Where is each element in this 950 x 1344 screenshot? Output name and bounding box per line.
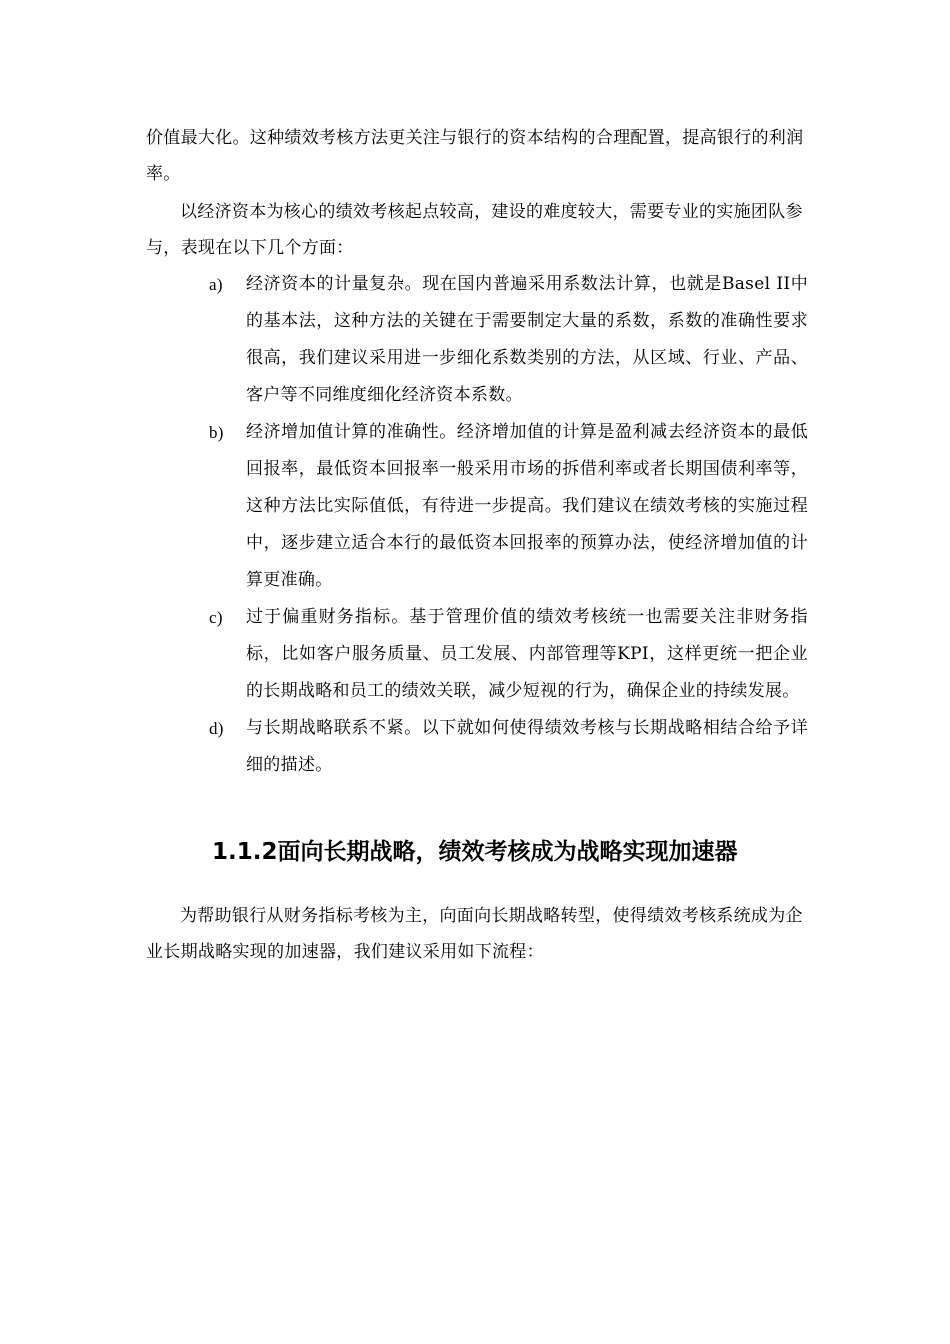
challenge-list <box>146 266 808 784</box>
list-marker: b) <box>209 423 224 442</box>
list-item <box>146 599 808 710</box>
list-item <box>146 414 808 599</box>
section-heading: 1.1.2面向长期战略，绩效考核成为战略实现加速器 <box>212 839 738 865</box>
list-item-text: 与长期战略联系不紧。以下就如何使得绩效考核与长期战略相结合给予详细的描述。 <box>246 718 808 775</box>
intro-paragraph: 价值最大化。这种绩效考核方法更关注与银行的资本结构的合理配置，提高银行的利润率。 <box>146 128 804 184</box>
closing-paragraph: 为帮助银行从财务指标考核为主，向面向长期战略转型，使得绩效考核系统成为企业长期战略实现的加速器，我们建议采用如下流程： <box>146 906 803 962</box>
list-marker: d) <box>209 719 224 738</box>
list-marker: c) <box>209 608 223 627</box>
list-item <box>146 266 808 414</box>
list-item-text: 过于偏重财务指标。基于管理价值的绩效考核统一也需要关注非财务指标，比如客户服务质量、员工发展、内部管理等KPI，这样更统一把企业的长期战略和员工的绩效关联，减少短视的行为，确保企业的持续发展。 <box>246 607 808 701</box>
list-marker: a) <box>209 275 223 294</box>
list-item <box>146 710 808 784</box>
list-item-text: 经济资本的计量复杂。现在国内普遍采用系数法计算，也就是Basel II中的基本法，这种方法的关键在于需要制定大量的系数，系数的准确性要求很高，我们建议采用进一步细化系数类别的方法，从区域、行业、产品、客户等不同维度细化经济资本系数。 <box>246 274 808 405</box>
lead-paragraph: 以经济资本为核心的绩效考核起点较高，建设的难度较大，需要专业的实施团队参与，表现在以下几个方面： <box>146 202 803 258</box>
list-item-text: 经济增加值计算的准确性。经济增加值的计算是盈利减去经济资本的最低回报率，最低资本回报率一般采用市场的拆借利率或者长期国债利率等，这种方法比实际值低，有待进一步提高。我们建议在绩效考核的实施过程中，逐步建立适合本行的最低资本回报率的预算办法，使经济增加值的计算更准确。 <box>246 422 808 590</box>
